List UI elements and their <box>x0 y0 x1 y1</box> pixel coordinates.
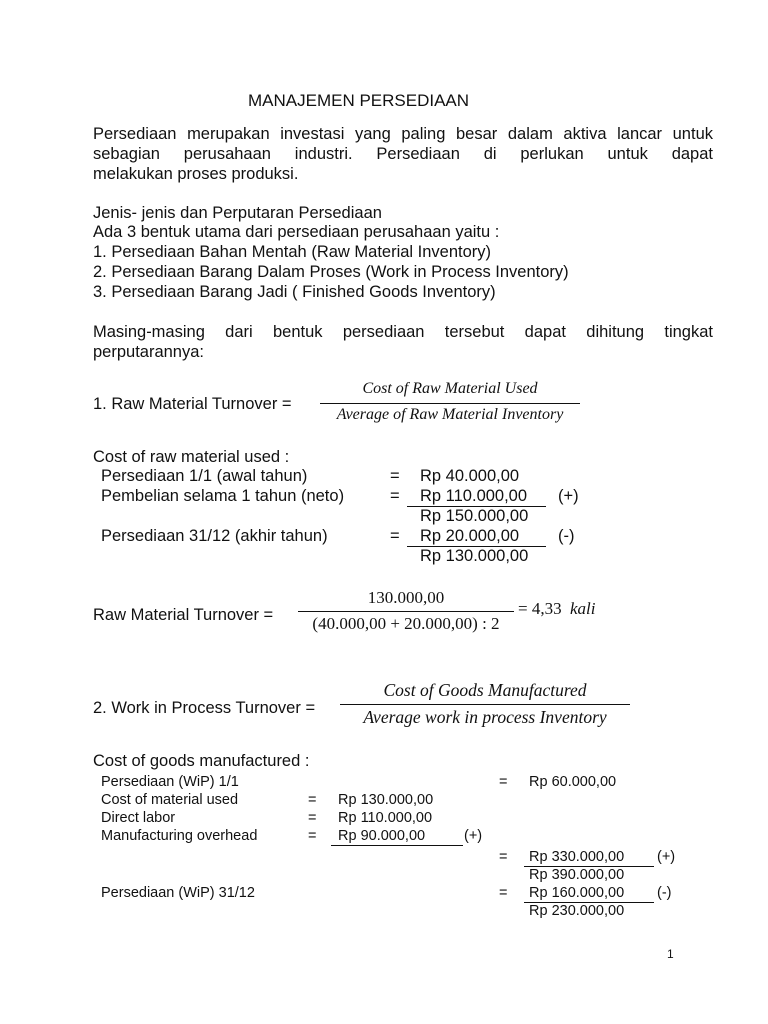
page-title: MANAJEMEN PERSEDIAAN <box>248 91 470 110</box>
rm-row-1-eq: = <box>390 467 400 485</box>
cogm-wip-begin-eq: = <box>499 774 508 790</box>
rm-row-2-value: Rp 110.000,00 <box>420 487 528 505</box>
cogm-total-value: Rp 390.000,00 <box>529 867 625 883</box>
types-item-3: 3. Persediaan Barang Jadi ( Finished Goods Inventory) <box>93 283 496 301</box>
calc1-denominator: (40.000,00 + 20.000,00) : 2 <box>312 614 500 633</box>
cogm-subtotal-value: Rp 330.000,00 <box>529 849 625 865</box>
types-item-2: 2. Persediaan Barang Dalam Proses (Work in Process Inventory) <box>93 263 569 281</box>
intro-line-2: sebagian perusahaan industri. Persediaan di perlukan untuk dapat <box>93 145 713 163</box>
calc1-numerator: 130.000,00 <box>367 588 445 607</box>
cogm-wip-end-value: Rp 160.000,00 <box>529 885 625 901</box>
turnover-intro-line-1: Masing-masing dari bentuk persediaan tersebut dapat dihitung tingkat <box>93 323 713 341</box>
cogm-wip-end-eq: = <box>499 885 508 901</box>
rm-row-4-label: Persediaan 31/12 (akhir tahun) <box>101 527 328 545</box>
calc1-result: = 4,33 <box>518 599 562 618</box>
rm-row-4-op: (-) <box>558 527 575 545</box>
rm-heading: Cost of raw material used : <box>93 448 290 466</box>
cogm-material-eq: = <box>308 792 317 808</box>
intro-line-1: Persediaan merupakan investasi yang paling besar dalam aktiva lancar untuk <box>93 125 713 143</box>
rm-row-5-value: Rp 130.000,00 <box>420 547 529 565</box>
cogm-wip-end-label: Persediaan (WiP) 31/12 <box>101 885 255 901</box>
cogm-wip-end-op: (-) <box>657 885 672 901</box>
cogm-wip-begin-label: Persediaan (WiP) 1/1 <box>101 774 239 790</box>
cogm-material-label: Cost of material used <box>101 792 239 808</box>
turnover-intro-line-2: perputarannya: <box>93 343 204 361</box>
formula2-label: 2. Work in Process Turnover = <box>93 699 316 717</box>
calc1-fraction-bar <box>298 611 514 612</box>
formula1-label: 1. Raw Material Turnover = <box>93 395 292 413</box>
rm-row-1-label: Persediaan 1/1 (awal tahun) <box>101 467 308 485</box>
rm-row-4-value: Rp 20.000,00 <box>420 527 520 545</box>
cogm-labor-label: Direct labor <box>101 810 176 826</box>
cogm-overhead-eq: = <box>308 828 317 844</box>
page-number: 1 <box>667 947 674 961</box>
cogm-subtotal-op: (+) <box>657 849 676 865</box>
cogm-labor-eq: = <box>308 810 317 826</box>
formula1-fraction-bar <box>320 403 580 404</box>
cogm-subtotal-eq: = <box>499 849 508 865</box>
cogm-sum-line-1 <box>331 845 463 846</box>
cogm-overhead-value: Rp 90.000,00 <box>338 828 426 844</box>
types-lead: Ada 3 bentuk utama dari persediaan perusahaan yaitu : <box>93 223 500 241</box>
types-heading: Jenis- jenis dan Perputaran Persediaan <box>93 204 382 222</box>
rm-row-2-label: Pembelian selama 1 tahun (neto) <box>101 487 345 505</box>
cogm-overhead-label: Manufacturing overhead <box>101 828 258 844</box>
rm-row-4-eq: = <box>390 527 400 545</box>
cogm-heading: Cost of goods manufactured : <box>93 752 310 770</box>
calc1-label: Raw Material Turnover = <box>93 606 274 624</box>
cogm-labor-value: Rp 110.000,00 <box>338 810 433 826</box>
calc1-unit: kali <box>570 599 596 618</box>
rm-row-2-eq: = <box>390 487 400 505</box>
rm-row-2-op: (+) <box>558 487 579 505</box>
cogm-material-value: Rp 130.000,00 <box>338 792 434 808</box>
rm-row-3-value: Rp 150.000,00 <box>420 507 529 525</box>
cogm-wip-begin-value: Rp 60.000,00 <box>529 774 617 790</box>
types-item-1: 1. Persediaan Bahan Mentah (Raw Material Inventory) <box>93 243 492 261</box>
rm-row-1-value: Rp 40.000,00 <box>420 467 520 485</box>
formula2-denominator: Average work in process Inventory <box>363 707 607 727</box>
formula2-numerator: Cost of Goods Manufactured <box>383 680 587 700</box>
formula1-numerator: Cost of Raw Material Used <box>362 380 538 397</box>
cogm-overhead-op: (+) <box>464 828 483 844</box>
formula1-denominator: Average of Raw Material Inventory <box>336 406 564 423</box>
cogm-result-value: Rp 230.000,00 <box>529 903 625 919</box>
formula2-fraction-bar <box>340 704 630 705</box>
intro-line-3: melakukan proses produksi. <box>93 165 299 183</box>
